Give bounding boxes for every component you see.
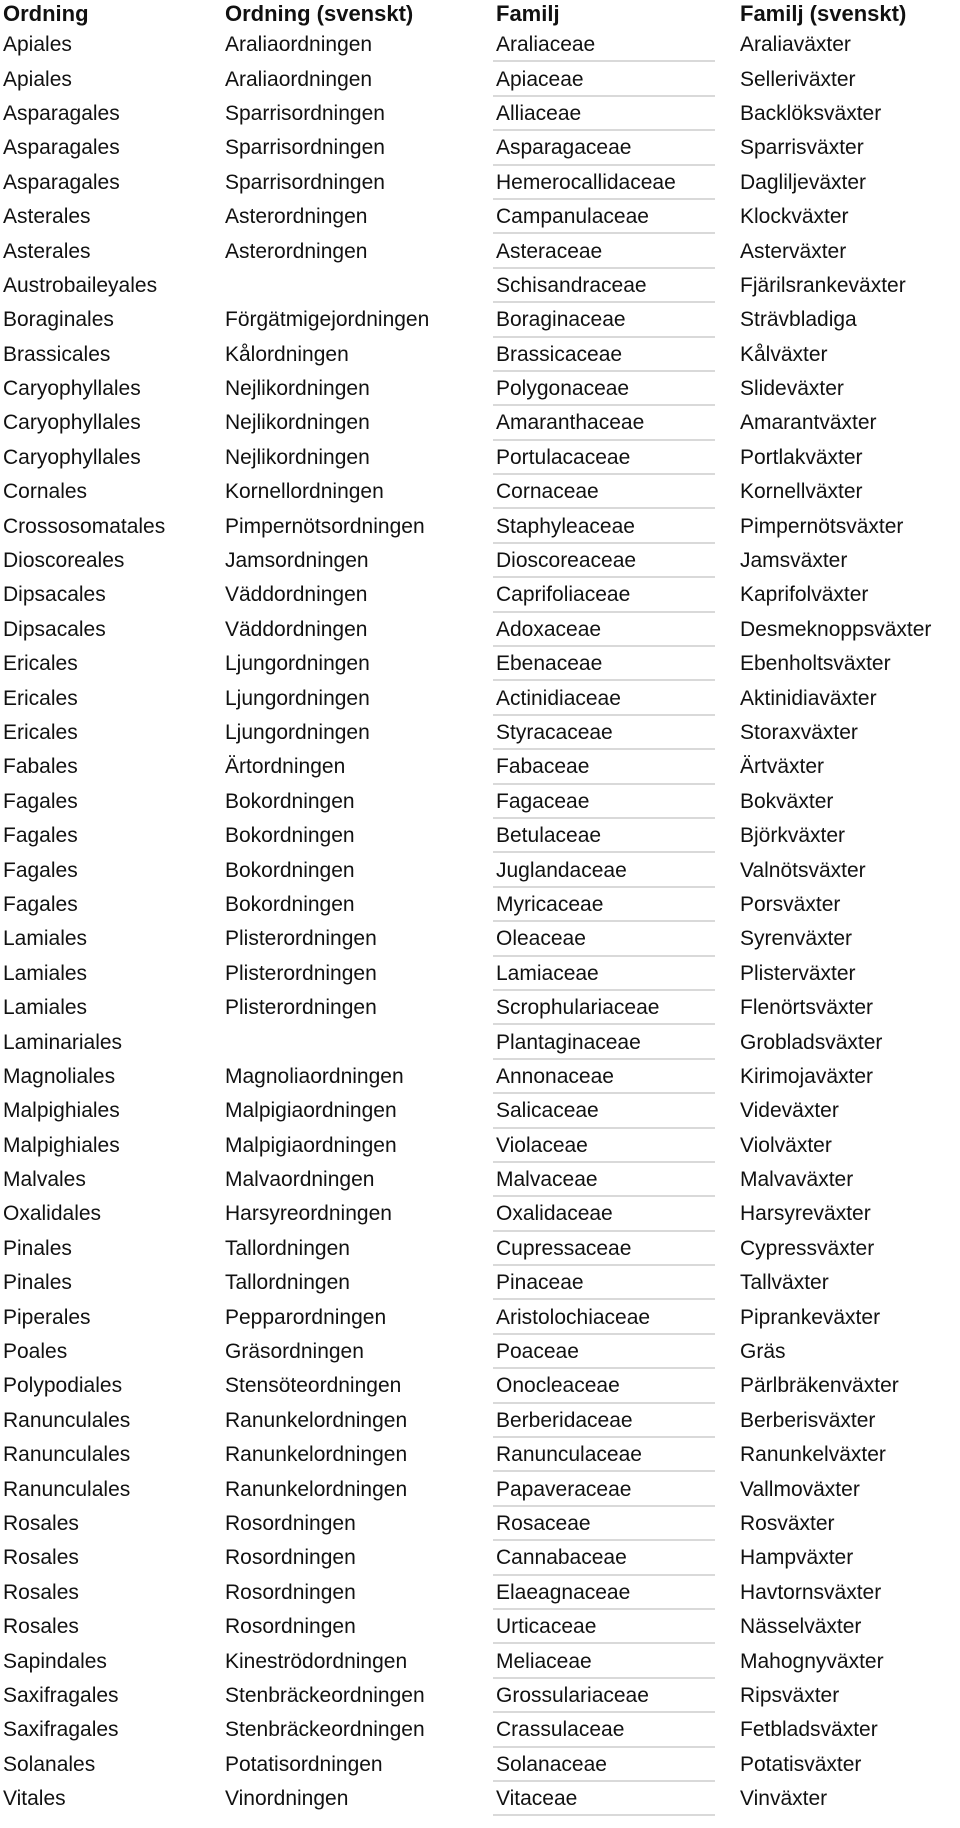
cell-familj-svenskt: Cypressväxter (740, 1236, 875, 1260)
cell-ordning-svenskt: Nejlikordningen (225, 445, 370, 469)
table-row (0, 97, 960, 131)
table-row (0, 303, 960, 337)
cell-familj-svenskt: Kålväxter (740, 342, 828, 366)
cell-ordning: Ranunculales (3, 1477, 131, 1501)
cell-familj-svenskt: Potatisväxter (740, 1752, 862, 1776)
cell-ordning: Asparagales (3, 170, 120, 194)
cell-familj-svenskt: Malvaväxter (740, 1168, 854, 1192)
cell-familj: Cannabaceae (493, 1541, 737, 1575)
cell-ordning-svenskt: Ranunkelordningen (225, 1408, 408, 1432)
cell-ordning: Apiales (3, 33, 72, 57)
cell-ordning: Magnoliales (3, 1064, 116, 1088)
cell-ordning: Lamiales (3, 996, 88, 1020)
cell-ordning-svenskt: Ljungordningen (225, 686, 370, 710)
cell-ordning-svenskt: Ljungordningen (225, 721, 370, 744)
cell-ordning-svenskt (222, 269, 493, 303)
cell-ordning: Dipsacales (3, 583, 106, 607)
cell-ordning-svenskt: Pepparordningen (225, 1305, 387, 1329)
cell-ordning-svenskt: Gräsordningen (225, 1340, 364, 1364)
cell-familj-svenskt: Vallmoväxter (740, 1477, 860, 1501)
table-row (0, 1782, 960, 1816)
cell-ordning: Malpighiales (3, 1099, 120, 1123)
cell-ordning: Ericales (3, 721, 78, 744)
cell-ordning-svenskt: Jamsordningen (225, 549, 369, 573)
cell-ordning-svenskt (222, 1025, 493, 1059)
cell-ordning-svenskt: Rosordningen (225, 1615, 356, 1639)
cell-ordning-svenskt: Stenbräckeordningen (225, 1718, 425, 1742)
cell-familj: Oleaceae (493, 922, 737, 956)
cell-ordning-svenskt: Tallordningen (225, 1271, 350, 1295)
cell-familj: Brassicaceae (493, 338, 737, 372)
table-row (0, 750, 960, 784)
cell-ordning: Dipsacales (3, 617, 106, 641)
cell-ordning: Fagales (3, 892, 78, 916)
table-row (0, 957, 960, 991)
cell-familj-svenskt: Strävbladiga (740, 308, 857, 332)
table-row (0, 1060, 960, 1094)
cell-familj: Poaceae (493, 1335, 737, 1369)
cell-ordning-svenskt: Nejlikordningen (225, 411, 370, 435)
table-row (0, 1129, 960, 1163)
cell-ordning: Rosales (3, 1546, 79, 1570)
cell-ordning: Caryophyllales (3, 411, 141, 435)
cell-ordning-svenskt: Plisterordningen (225, 927, 377, 951)
cell-familj-svenskt: Aktinidiaväxter (740, 686, 877, 710)
table-row (0, 1404, 960, 1438)
table-row (0, 1094, 960, 1128)
cell-familj-svenskt: Harsyreväxter (740, 1202, 871, 1226)
table-row (0, 200, 960, 234)
header-ordning-svenskt: Ordning (svenskt) (225, 1, 414, 26)
cell-ordning: Sapindales (3, 1649, 107, 1673)
cell-ordning: Fabales (3, 755, 78, 779)
table-row (0, 509, 960, 543)
cell-familj: Araliaceae (493, 28, 737, 62)
cell-ordning-svenskt: Ranunkelordningen (225, 1477, 408, 1501)
table-row (0, 28, 960, 62)
table-row (0, 544, 960, 578)
cell-ordning: Pinales (3, 1271, 72, 1295)
cell-familj: Urticaceae (493, 1610, 737, 1644)
cell-ordning: Saxifragales (3, 1683, 119, 1707)
cell-familj-svenskt: Berberisväxter (740, 1408, 876, 1432)
cell-ordning: Laminariales (3, 1030, 123, 1054)
cell-ordning-svenskt: Asterordningen (225, 239, 368, 263)
table-row (0, 1197, 960, 1231)
table-row (0, 1163, 960, 1197)
cell-familj: Violaceae (493, 1129, 737, 1163)
table-row (0, 647, 960, 681)
cell-familj-svenskt: Ebenholtsväxter (740, 652, 891, 676)
cell-ordning-svenskt: Tallordningen (225, 1236, 350, 1260)
cell-familj: Meliaceae (493, 1644, 737, 1678)
table-row (0, 234, 960, 268)
cell-ordning-svenskt: Harsyreordningen (225, 1202, 392, 1226)
cell-familj-svenskt: Violväxter (740, 1133, 832, 1157)
table-row (0, 888, 960, 922)
cell-ordning-svenskt: Sparrisordningen (225, 101, 385, 125)
cell-familj: Malvaceae (493, 1163, 737, 1197)
cell-ordning: Ranunculales (3, 1443, 131, 1467)
cell-ordning-svenskt: Stenbräckeordningen (225, 1683, 425, 1707)
cell-familj-svenskt: Gräs (740, 1340, 786, 1364)
cell-familj-svenskt: Storaxväxter (740, 721, 858, 744)
cell-ordning: Crossosomatales (3, 514, 166, 538)
cell-ordning: Boraginales (3, 308, 114, 332)
cell-familj-svenskt: Desmeknoppsväxter (740, 617, 932, 641)
cell-familj: Elaeagnaceae (493, 1576, 737, 1610)
cell-ordning: Rosales (3, 1511, 79, 1535)
cell-ordning-svenskt: Kålordningen (225, 342, 349, 366)
cell-familj: Asteraceae (493, 234, 737, 268)
cell-ordning: Oxalidales (3, 1202, 102, 1226)
cell-familj-svenskt: Flenörtsväxter (740, 996, 874, 1020)
cell-ordning: Pinales (3, 1236, 72, 1260)
cell-ordning: Fagales (3, 824, 78, 848)
cell-familj: Rosaceae (493, 1507, 737, 1541)
cell-ordning: Brassicales (3, 342, 111, 366)
cell-ordning-svenskt: Kornellordningen (225, 480, 384, 504)
cell-ordning-svenskt: Ärtordningen (225, 755, 346, 779)
table-row (0, 269, 960, 303)
cell-familj-svenskt: Mahognyväxter (740, 1649, 884, 1673)
cell-familj: Vitaceae (493, 1782, 737, 1816)
cell-ordning-svenskt: Ranunkelordningen (225, 1443, 408, 1467)
cell-familj-svenskt: Pimpernötsväxter (740, 514, 904, 538)
cell-familj-svenskt: Syrenväxter (740, 927, 853, 951)
cell-familj-svenskt: Ranunkelväxter (740, 1443, 886, 1467)
cell-familj: Plantaginaceae (493, 1025, 737, 1059)
cell-familj: Schisandraceae (493, 269, 737, 303)
header-familj: Familj (496, 1, 560, 26)
cell-familj: Styracaceae (493, 716, 737, 750)
cell-familj-svenskt: Sparrisväxter (740, 136, 864, 160)
cell-familj: Scrophulariaceae (493, 991, 737, 1025)
cell-familj: Salicaceae (493, 1094, 737, 1128)
cell-familj: Betulaceae (493, 819, 737, 853)
cell-familj: Berberidaceae (493, 1404, 737, 1438)
cell-ordning-svenskt: Väddordningen (225, 583, 368, 607)
cell-familj: Staphyleaceae (493, 509, 737, 543)
cell-ordning: Solanales (3, 1752, 96, 1776)
cell-familj: Lamiaceae (493, 957, 737, 991)
cell-ordning: Fagales (3, 789, 78, 813)
cell-familj: Portulacaceae (493, 441, 737, 475)
table-row (0, 475, 960, 509)
cell-ordning: Cornales (3, 480, 88, 504)
cell-ordning: Malvales (3, 1168, 86, 1192)
cell-familj: Alliaceae (493, 97, 737, 131)
cell-familj-svenskt: Piprankeväxter (740, 1305, 881, 1329)
table-row (0, 1610, 960, 1644)
cell-familj-svenskt: Plisterväxter (740, 961, 856, 985)
cell-ordning: Caryophyllales (3, 445, 141, 469)
cell-familj: Papaveraceae (493, 1472, 737, 1506)
cell-ordning-svenskt: Potatisordningen (225, 1752, 383, 1776)
cell-ordning-svenskt: Kineströdordningen (225, 1649, 408, 1673)
cell-familj-svenskt: Nässelväxter (740, 1615, 862, 1639)
cell-familj-svenskt: Tallväxter (740, 1271, 829, 1295)
table-row (0, 1541, 960, 1575)
table-row (0, 1300, 960, 1334)
cell-familj-svenskt: Amarantväxter (740, 411, 877, 435)
cell-familj-svenskt: Klockväxter (740, 205, 849, 229)
cell-familj: Annonaceae (493, 1060, 737, 1094)
cell-ordning: Lamiales (3, 961, 88, 985)
table-row (0, 819, 960, 853)
cell-ordning-svenskt: Förgätmigejordningen (225, 308, 430, 332)
cell-familj-svenskt: Araliaväxter (740, 33, 851, 57)
cell-familj-svenskt: Asterväxter (740, 239, 847, 263)
cell-familj: Caprifoliaceae (493, 578, 737, 612)
cell-familj-svenskt: Valnötsväxter (740, 858, 866, 882)
cell-ordning: Austrobaileyales (3, 273, 158, 297)
table-row (0, 1335, 960, 1369)
table-row (0, 1025, 960, 1059)
cell-ordning-svenskt: Malvaordningen (225, 1168, 375, 1192)
table-row (0, 62, 960, 96)
cell-familj-svenskt: Slideväxter (740, 377, 844, 401)
cell-familj: Onocleaceae (493, 1369, 737, 1403)
table-row (0, 681, 960, 715)
cell-ordning: Asparagales (3, 136, 120, 160)
cell-ordning: Lamiales (3, 927, 88, 951)
cell-familj: Adoxaceae (493, 613, 737, 647)
cell-ordning-svenskt: Plisterordningen (225, 961, 377, 985)
cell-familj: Boraginaceae (493, 303, 737, 337)
cell-familj-svenskt: Videväxter (740, 1099, 839, 1123)
table-row (0, 1507, 960, 1541)
cell-familj-svenskt: Bokväxter (740, 789, 834, 813)
table-row (0, 1232, 960, 1266)
cell-familj: Pinaceae (493, 1266, 737, 1300)
cell-ordning: Piperales (3, 1305, 91, 1329)
table-row (0, 1369, 960, 1403)
cell-familj-svenskt: Grobladsväxter (740, 1030, 883, 1054)
table-row (0, 1576, 960, 1610)
cell-ordning-svenskt: Asterordningen (225, 205, 368, 229)
cell-familj: Apiaceae (493, 62, 737, 96)
cell-familj: Solanaceae (493, 1748, 737, 1782)
cell-ordning-svenskt: Araliaordningen (225, 67, 373, 91)
cell-familj: Crassulaceae (493, 1713, 737, 1747)
table-row (0, 853, 960, 887)
cell-familj: Hemerocallidaceae (493, 166, 737, 200)
cell-ordning-svenskt: Malpigiaordningen (225, 1133, 397, 1157)
table-row (0, 1266, 960, 1300)
cell-familj-svenskt: Ärtväxter (740, 755, 825, 779)
cell-ordning-svenskt: Bokordningen (225, 858, 355, 882)
cell-ordning-svenskt: Rosordningen (225, 1511, 356, 1535)
table-header (0, 0, 960, 28)
cell-ordning-svenskt: Vinordningen (225, 1787, 349, 1811)
cell-familj: Cornaceae (493, 475, 737, 509)
cell-familj-svenskt: Havtornsväxter (740, 1580, 882, 1604)
header-familj-svenskt: Familj (svenskt) (740, 1, 907, 26)
cell-familj-svenskt: Kirimojaväxter (740, 1064, 874, 1088)
cell-familj: Grossulariaceae (493, 1679, 737, 1713)
cell-ordning-svenskt: Araliaordningen (225, 33, 373, 57)
cell-familj-svenskt: Backlöksväxter (740, 101, 882, 125)
cell-familj: Fagaceae (493, 785, 737, 819)
cell-familj-svenskt: Fjärilsrankeväxter (740, 273, 906, 297)
cell-ordning-svenskt: Rosordningen (225, 1580, 356, 1604)
cell-ordning-svenskt: Nejlikordningen (225, 377, 370, 401)
cell-familj: Oxalidaceae (493, 1197, 737, 1231)
table-row (0, 1679, 960, 1713)
cell-ordning-svenskt: Pimpernötsordningen (225, 514, 425, 538)
cell-ordning: Poales (3, 1340, 68, 1364)
cell-ordning: Asterales (3, 239, 91, 263)
cell-ordning: Rosales (3, 1615, 79, 1639)
table-row (0, 1438, 960, 1472)
cell-ordning: Apiales (3, 67, 72, 91)
cell-ordning: Asparagales (3, 101, 120, 125)
cell-ordning-svenskt: Rosordningen (225, 1546, 356, 1570)
cell-familj: Myricaceae (493, 888, 737, 922)
cell-familj: Fabaceae (493, 750, 737, 784)
cell-familj: Polygonaceae (493, 372, 737, 406)
cell-familj-svenskt: Jamsväxter (740, 549, 848, 573)
cell-familj: Actinidiaceae (493, 681, 737, 715)
cell-ordning: Saxifragales (3, 1718, 119, 1742)
cell-familj-svenskt: Fetbladsväxter (740, 1718, 878, 1742)
cell-ordning-svenskt: Stensöteordningen (225, 1374, 402, 1398)
cell-familj-svenskt: Porsväxter (740, 892, 841, 916)
cell-familj: Cupressaceae (493, 1232, 737, 1266)
cell-familj-svenskt: Björkväxter (740, 824, 846, 848)
cell-ordning: Ranunculales (3, 1408, 131, 1432)
cell-ordning-svenskt: Bokordningen (225, 824, 355, 848)
cell-ordning-svenskt: Bokordningen (225, 789, 355, 813)
cell-ordning: Rosales (3, 1580, 79, 1604)
cell-familj-svenskt: Kaprifolväxter (740, 583, 869, 607)
table-row (0, 613, 960, 647)
cell-familj-svenskt: Selleriväxter (740, 67, 856, 91)
cell-familj: Amaranthaceae (493, 406, 737, 440)
cell-ordning-svenskt: Bokordningen (225, 892, 355, 916)
table-row (0, 578, 960, 612)
header-ordning: Ordning (3, 1, 89, 26)
table-row (0, 922, 960, 956)
cell-familj: Asparagaceae (493, 131, 737, 165)
table-row (0, 406, 960, 440)
cell-ordning-svenskt: Ljungordningen (225, 652, 370, 676)
cell-ordning: Malpighiales (3, 1133, 120, 1157)
cell-ordning-svenskt: Sparrisordningen (225, 170, 385, 194)
cell-ordning-svenskt: Plisterordningen (225, 996, 377, 1020)
cell-ordning-svenskt: Sparrisordningen (225, 136, 385, 160)
cell-familj-svenskt: Portlakväxter (740, 445, 863, 469)
table-row (0, 131, 960, 165)
cell-familj-svenskt: Pärlbräkenväxter (740, 1374, 899, 1398)
table-row (0, 338, 960, 372)
table-row (0, 166, 960, 200)
cell-ordning: Asterales (3, 205, 91, 229)
table-row (0, 441, 960, 475)
cell-familj: Aristolochiaceae (493, 1300, 737, 1334)
cell-familj: Juglandaceae (493, 853, 737, 887)
cell-ordning-svenskt: Väddordningen (225, 617, 368, 641)
table-row (0, 991, 960, 1025)
cell-familj: Dioscoreaceae (493, 544, 737, 578)
cell-ordning: Ericales (3, 686, 78, 710)
table-row (0, 372, 960, 406)
header-row (0, 0, 960, 28)
table-row (0, 1472, 960, 1506)
cell-familj-svenskt: Kornellväxter (740, 480, 863, 504)
cell-ordning: Polypodiales (3, 1374, 123, 1398)
cell-ordning-svenskt: Malpigiaordningen (225, 1099, 397, 1123)
cell-ordning: Fagales (3, 858, 78, 882)
cell-ordning: Ericales (3, 652, 78, 676)
table-row (0, 716, 960, 750)
cell-familj: Ranunculaceae (493, 1438, 737, 1472)
cell-ordning: Vitales (3, 1787, 66, 1811)
cell-ordning: Dioscoreales (3, 549, 125, 573)
table-body (0, 28, 960, 1816)
cell-familj: Ebenaceae (493, 647, 737, 681)
cell-familj: Campanulaceae (493, 200, 737, 234)
cell-familj-svenskt: Hampväxter (740, 1546, 854, 1570)
cell-familj-svenskt: Dagliljeväxter (740, 170, 867, 194)
table-row (0, 1713, 960, 1747)
cell-familj-svenskt: Ripsväxter (740, 1683, 840, 1707)
cell-familj-svenskt: Vinväxter (740, 1787, 828, 1811)
table-row (0, 1748, 960, 1782)
table-row (0, 1644, 960, 1678)
cell-ordning-svenskt: Magnoliaordningen (225, 1064, 404, 1088)
cell-familj-svenskt: Rosväxter (740, 1511, 835, 1535)
table-row (0, 785, 960, 819)
cell-ordning: Caryophyllales (3, 377, 141, 401)
